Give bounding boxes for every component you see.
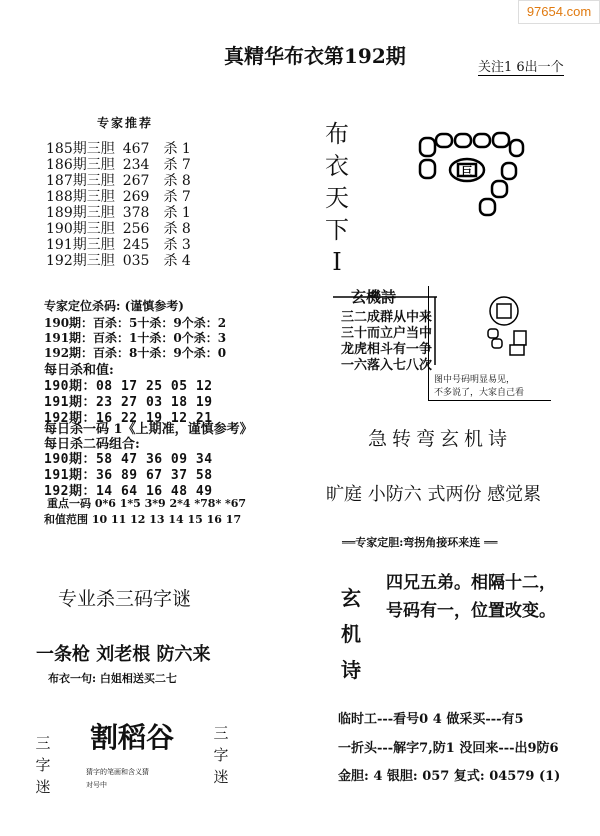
history-kill: 杀 8	[163, 173, 191, 189]
buyi-char: I	[332, 248, 342, 276]
poem-line: 龙虎相斗有一争	[341, 342, 433, 357]
buyi-char: 布	[325, 120, 349, 148]
poem-line: 一六落入七八次	[341, 358, 433, 373]
xuanji-shi-column	[337, 580, 365, 688]
history-period: 192期三胆	[46, 253, 115, 269]
history-kill: 杀 1	[163, 205, 191, 221]
buyi-tianxia-column	[320, 118, 354, 278]
poem-line: 三十而立户当中	[341, 326, 433, 341]
follow-note: 关注1 6出一个	[478, 56, 564, 76]
daily-two-code-row: 192期：14 64 16 48 49	[44, 484, 213, 499]
position-kill-row: 190期：百杀：5十杀：9个杀：2	[44, 316, 227, 330]
key-codes: 重点一码 0*6 1*5 3*9 2*4 *78* *67	[47, 497, 247, 510]
history-kill: 杀 3	[163, 237, 191, 253]
riddle-char: 迷	[213, 768, 229, 786]
daily-two-code-row: 191期：36 89 67 37 58	[44, 468, 213, 483]
position-kill-row: 192期：百杀：8十杀：9个杀：0	[44, 346, 227, 360]
history-kill: 杀 4	[163, 253, 191, 269]
poem-line: 三二成群从中来	[341, 310, 433, 325]
history-period: 190期三胆	[46, 221, 115, 237]
bottom-line: 一折头---解字7,防1 没回来---出9防6	[338, 741, 559, 756]
kuaijie-title: 急转弯玄机诗	[368, 428, 513, 450]
history-numbers: 467	[122, 141, 150, 157]
watermark-badge: 97654.com	[518, 0, 600, 24]
riddle-char: 三	[35, 734, 51, 752]
daily-sum-row: 191期：23 27 03 18 19	[44, 395, 213, 410]
small-hint: 对号中	[86, 781, 107, 789]
poem-title: 玄機詩	[351, 288, 397, 306]
history-kill: 杀 7	[163, 189, 191, 205]
history-numbers: 035	[122, 253, 150, 269]
buyi-line: 布衣一句: 白姐相送买二七	[48, 672, 177, 685]
coin-label: 巨	[461, 165, 473, 178]
daily-sum-row: 190期：08 17 25 05 12	[44, 379, 213, 394]
big-word: 割稻谷	[90, 721, 175, 754]
riddle-line: 四兄五弟。相隔十二，	[386, 573, 556, 593]
history-heading: 专家推荐	[97, 116, 154, 130]
history-numbers: 256	[122, 221, 150, 237]
figure-caption: 不多说了，大家自己看	[434, 388, 525, 398]
buyi-char: 下	[325, 216, 349, 244]
position-kill-row: 191期：百杀：1十杀：0个杀：3	[44, 331, 227, 345]
xuanji-char: 机	[341, 622, 361, 646]
sum-range: 和值范围 10 11 12 13 14 15 16 17	[44, 513, 242, 526]
three-char-riddle-right	[212, 722, 230, 788]
history-numbers: 267	[122, 173, 150, 189]
xuanji-char: 玄	[341, 586, 361, 610]
history-period: 191期三胆	[46, 237, 115, 253]
history-numbers: 245	[122, 237, 150, 253]
riddle-line: 号码有一，位置改变。	[386, 601, 556, 621]
buyi-char: 衣	[325, 152, 349, 180]
chain-figure	[412, 126, 532, 230]
daily-sum-row: 192期：16 22 19 12 21	[44, 411, 213, 426]
bottom-line: 金胆: 4 银胆: 057 复式: 04579 (1)	[338, 769, 561, 784]
riddle-char: 字	[213, 746, 229, 764]
history-numbers: 234	[122, 157, 150, 173]
figure-caption: 图中号码明显易见，	[434, 375, 516, 385]
history-period: 186期三胆	[46, 157, 115, 173]
shazi-title: 专业杀三码字谜	[58, 588, 192, 610]
history-numbers: 269	[122, 189, 150, 205]
coin-bowl-icon	[482, 293, 532, 363]
riddle-char: 迷	[35, 778, 51, 796]
phrase-line: 旷庭 小防六 式两份 感觉累	[326, 484, 542, 505]
riddle-char: 字	[35, 756, 51, 774]
history-period: 189期三胆	[46, 205, 115, 221]
history-row	[46, 250, 191, 270]
bottom-line: 临时工---看号0 4 做采买---有5	[338, 712, 524, 727]
position-kill-heading: 专家定位杀码: (谨慎参考)	[44, 299, 184, 313]
riddle-char: 三	[213, 724, 229, 742]
small-hint: 猜字的笔画和含义猜	[86, 768, 149, 776]
xuanji-char: 诗	[341, 658, 361, 682]
history-kill: 杀 7	[163, 157, 191, 173]
history-kill: 杀 8	[163, 221, 191, 237]
three-char-riddle-left	[34, 732, 52, 798]
history-numbers: 378	[122, 205, 150, 221]
daily-one-code: 每日杀一码 1《上期准，谨慎参考》	[44, 422, 253, 437]
daily-two-code-row: 190期：58 47 36 09 34	[44, 452, 213, 467]
page-title: 真精华布衣第192期	[224, 44, 406, 68]
daily-two-code-label: 每日杀二码组合:	[44, 437, 140, 452]
history-period: 187期三胆	[46, 173, 115, 189]
history-period: 188期三胆	[46, 189, 115, 205]
expert-dan-line: ══专家定胆:弯拐角接环来连 ══	[342, 536, 498, 549]
history-kill: 杀 1	[163, 141, 191, 157]
daily-sum-label: 每日杀和值:	[44, 363, 114, 378]
yitiaoqiang-line: 一条枪 刘老根 防六来	[36, 644, 211, 665]
history-period: 185期三胆	[46, 141, 115, 157]
buyi-char: 天	[325, 184, 349, 212]
